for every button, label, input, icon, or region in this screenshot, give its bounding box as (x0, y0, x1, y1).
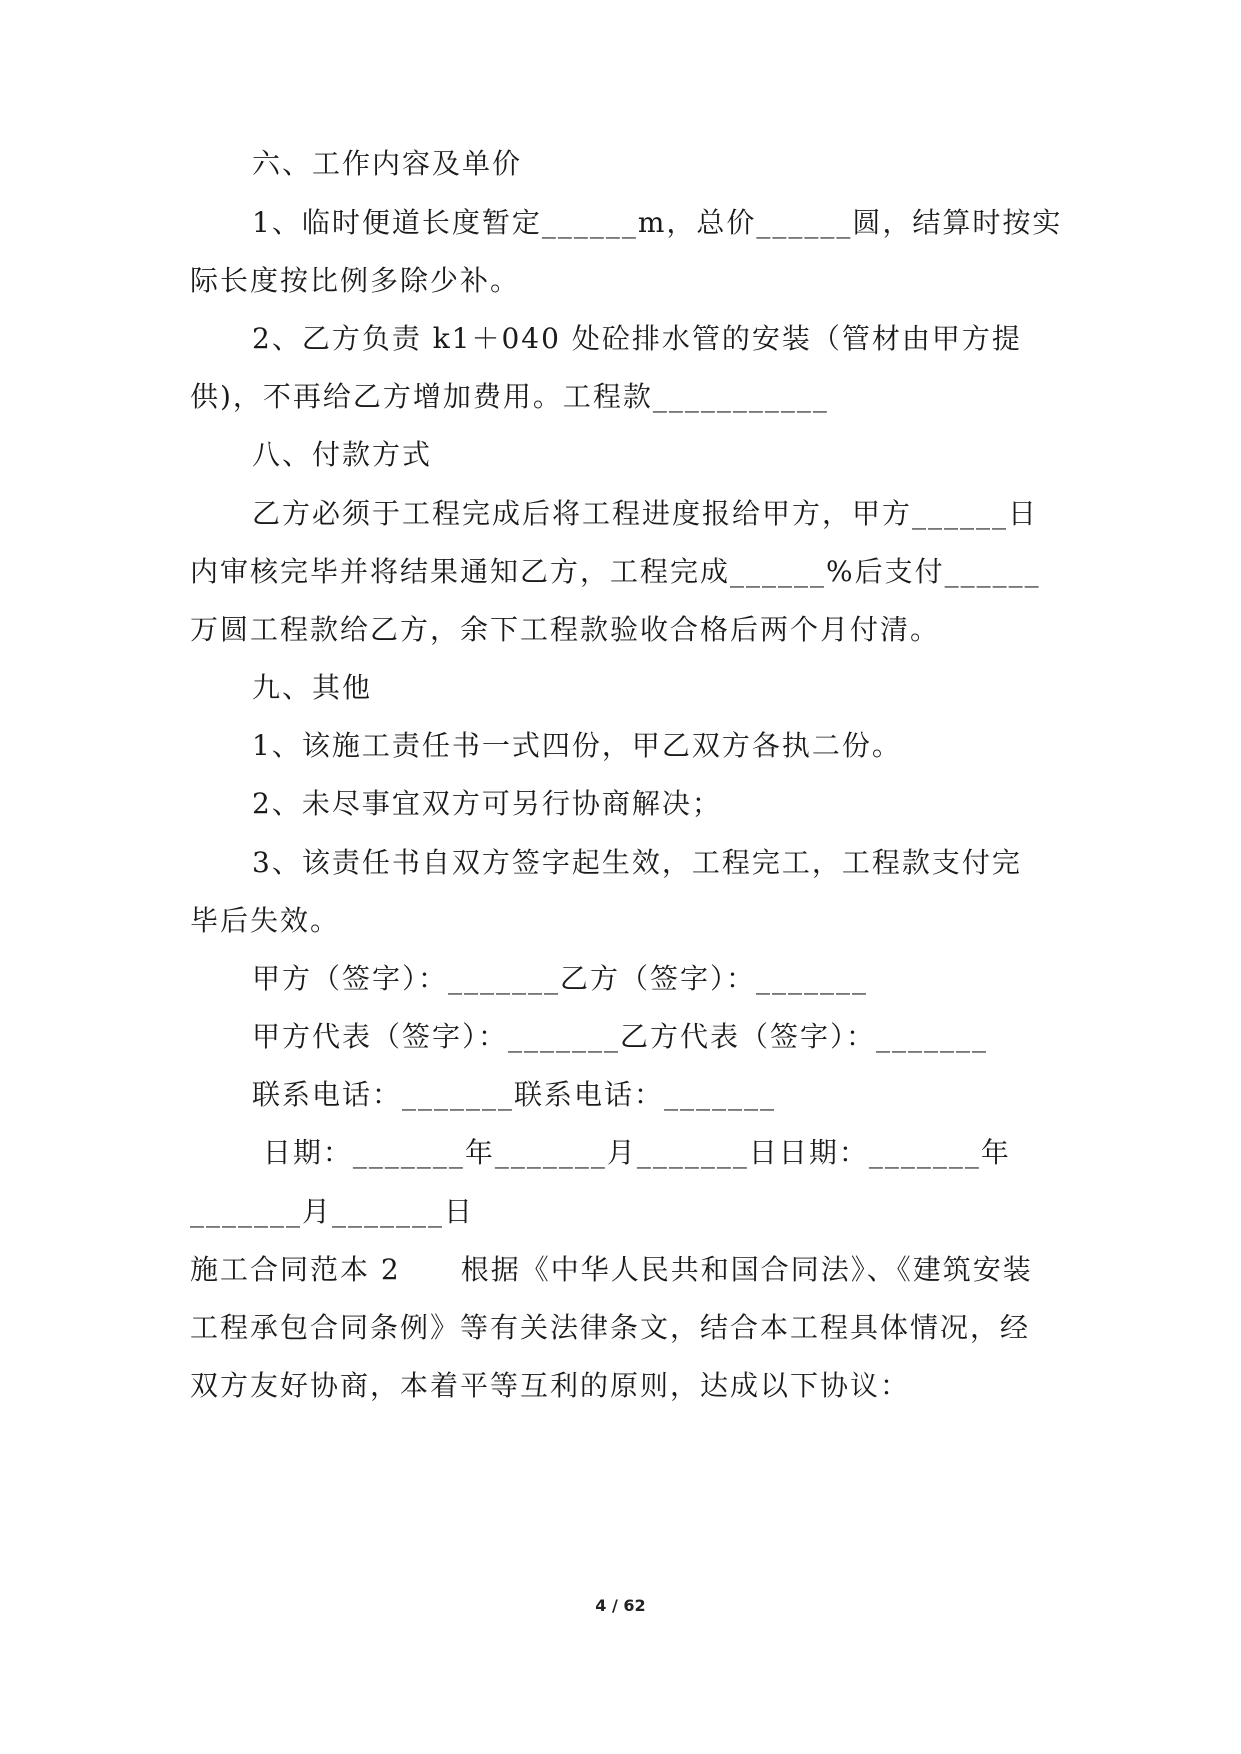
section-heading-other: 九、其他 (252, 671, 373, 704)
page-number: 4 / 62 (595, 1596, 646, 1615)
paragraph-line: 万圆工程款给乙方，余下工程款验收合格后两个月付清。 (190, 613, 941, 646)
signature-line-date-cont: _______月_______日 (190, 1195, 475, 1228)
signature-line-date: 日期：_______年_______月_______日日期：_______年 (252, 1136, 1011, 1169)
paragraph-line: 毕后失效。 (190, 904, 341, 937)
signature-line-phone: 联系电话：_______联系电话：_______ (252, 1078, 777, 1111)
paragraph-line: 际长度按比例多除少补。 (190, 264, 521, 297)
paragraph-line: 1、该施工责任书一式四份，甲乙双方各执二份。 (252, 729, 902, 762)
signature-line-representative: 甲方代表（签字）：_______乙方代表（签字）：_______ (252, 1020, 989, 1053)
paragraph-line: 工程承包合同条例》等有关法律条文，结合本工程具体情况，经 (190, 1311, 1031, 1344)
paragraph-line: 1、临时便道长度暂定______m，总价______圆，结算时按实 (252, 206, 1063, 239)
paragraph-line: 3、该责任书自双方签字起生效，工程完工，工程款支付完 (252, 846, 1022, 879)
paragraph-line: 施工合同范本 2 根据《中华人民共和国合同法》、《建筑安装 (190, 1253, 1033, 1286)
section-heading-payment: 八、付款方式 (252, 438, 433, 471)
paragraph-line: 2、未尽事宜双方可另行协商解决； (252, 787, 722, 820)
paragraph-line: 供)，不再给乙方增加费用。工程款___________ (190, 380, 829, 413)
paragraph-line: 乙方必须于工程完成后将工程进度报给甲方，甲方______日 (252, 497, 1039, 530)
paragraph-line: 2、乙方负责 k1＋040 处砼排水管的安装（管材由甲方提 (252, 322, 1022, 355)
paragraph-line: 双方友好协商，本着平等互利的原则，达成以下协议： (190, 1369, 911, 1402)
section-heading-work-content: 六、工作内容及单价 (252, 147, 523, 180)
signature-line-party: 甲方（签字）：_______乙方（签字）：_______ (252, 962, 869, 995)
paragraph-line: 内审核完毕并将结果通知乙方，工程完成______%后支付______ (190, 555, 1041, 588)
